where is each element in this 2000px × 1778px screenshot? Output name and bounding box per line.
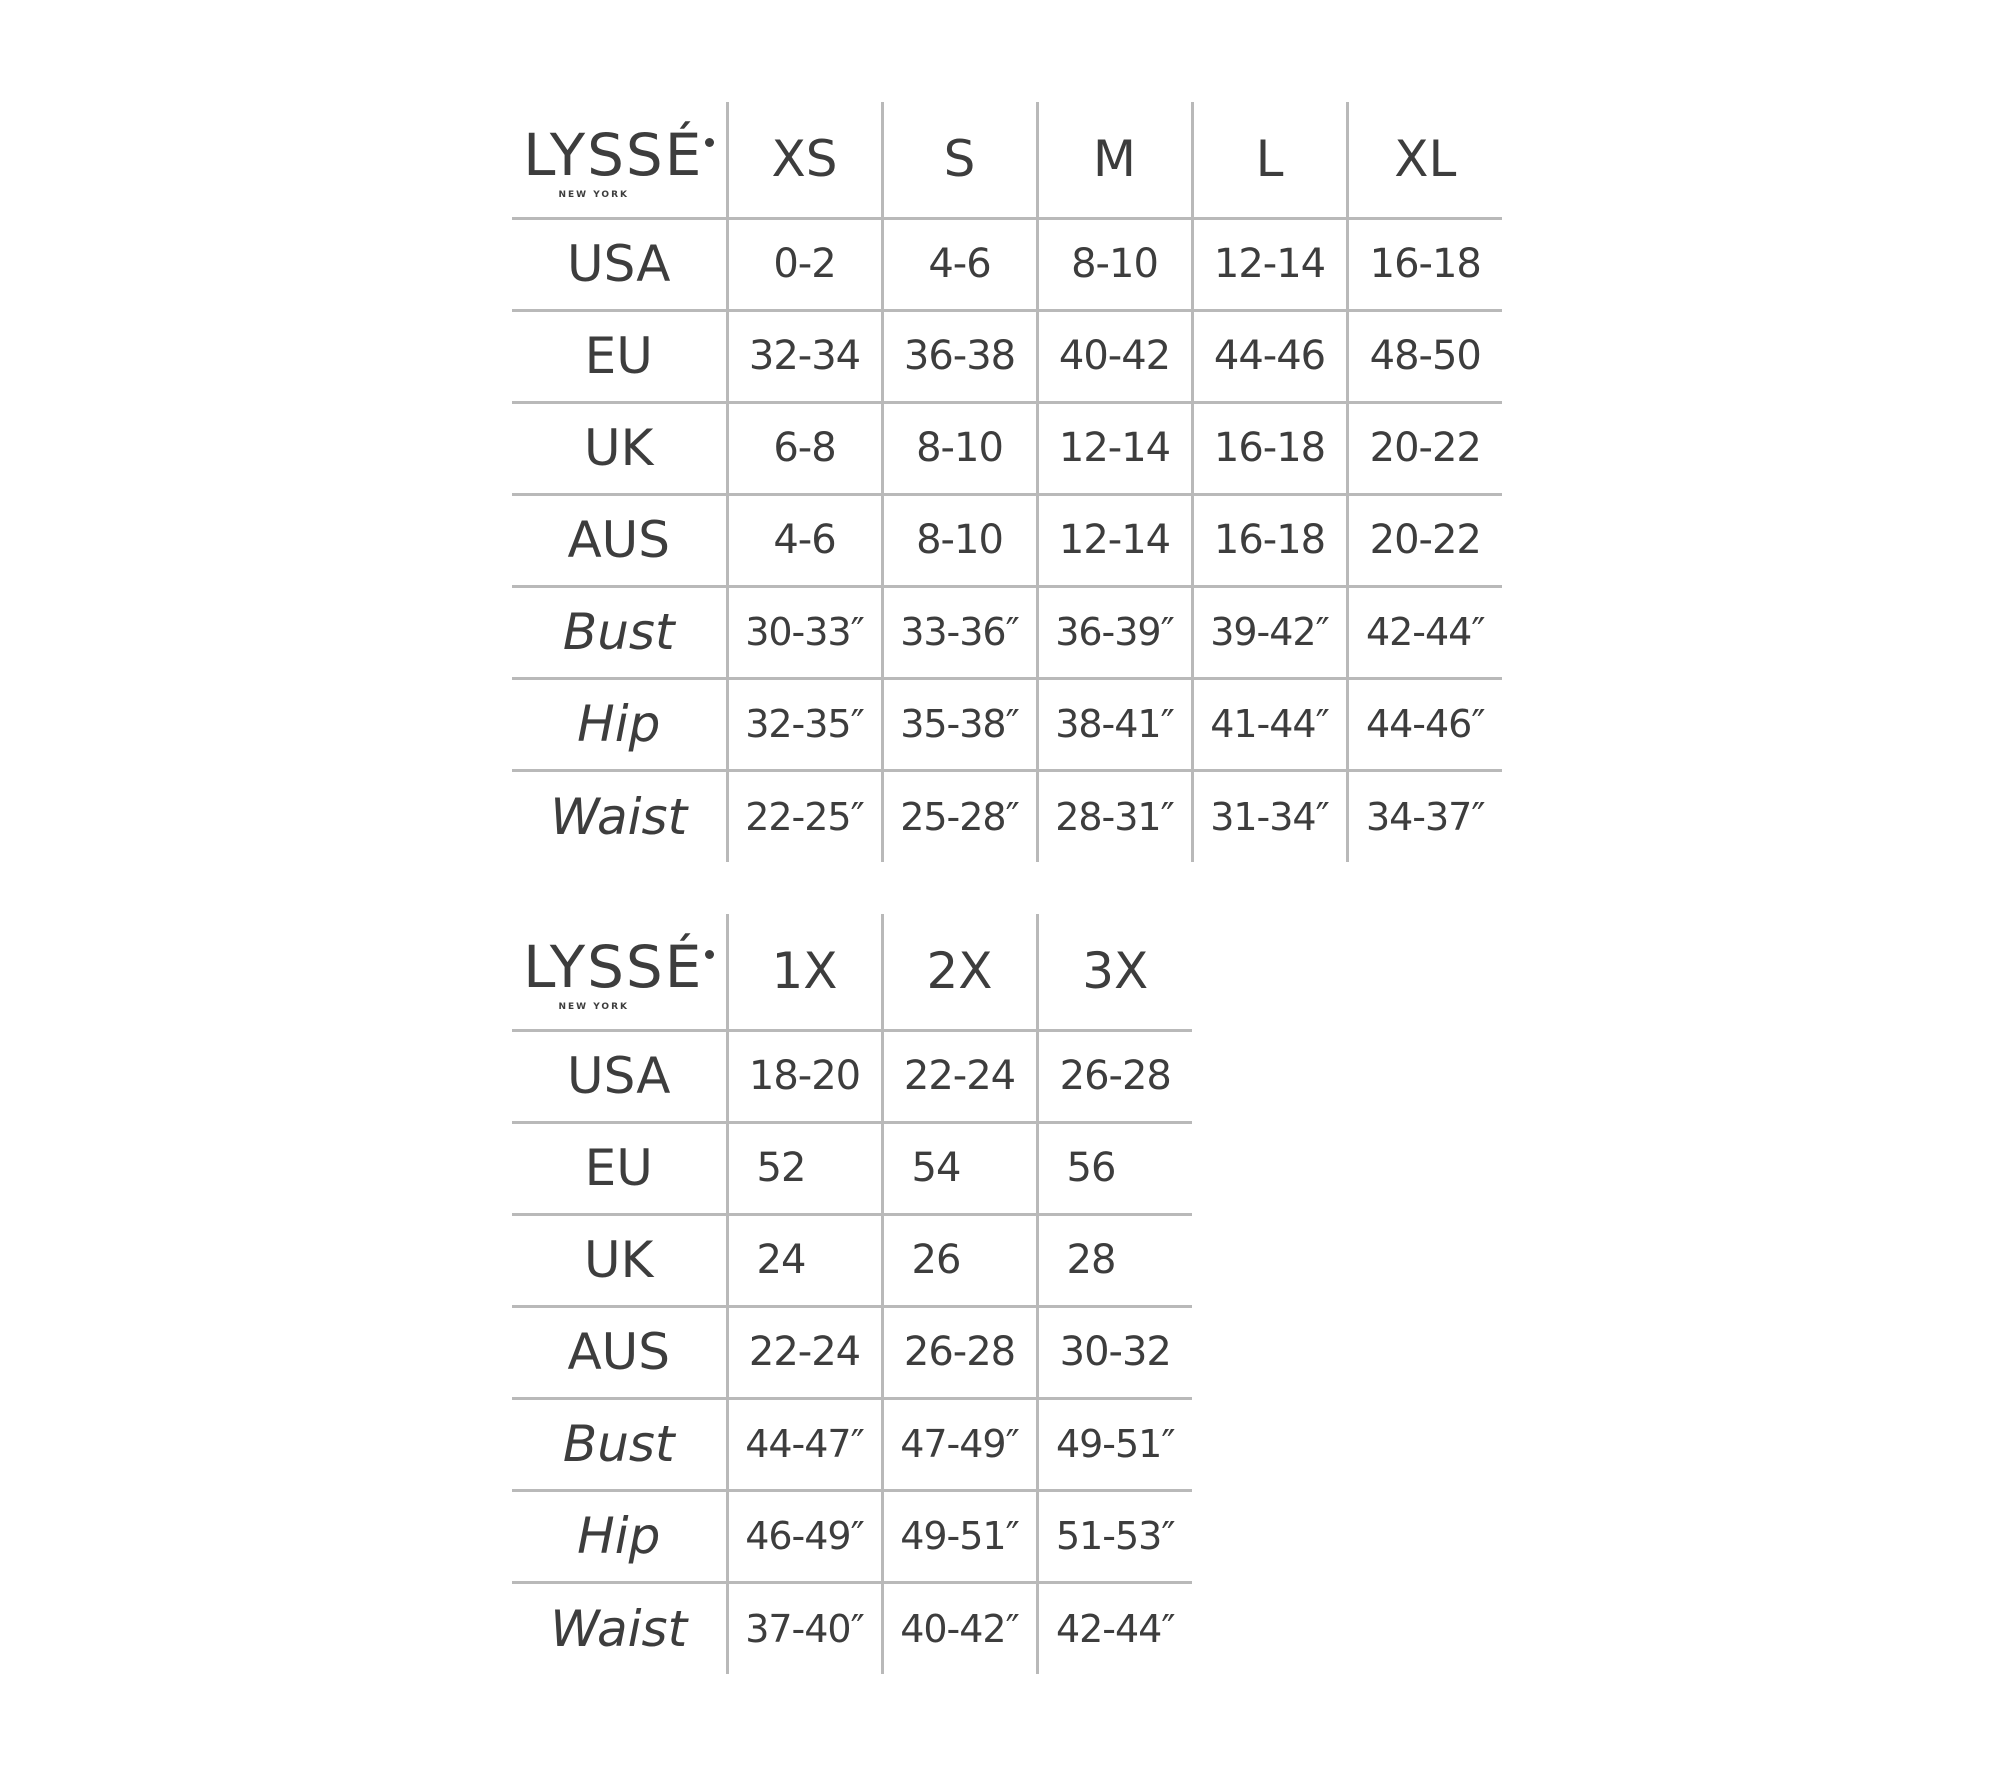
table-cell: 34-37″: [1347, 770, 1502, 862]
table-cell: 0-2: [727, 218, 882, 310]
table-cell: 56: [1037, 1122, 1192, 1214]
table-row: [512, 1398, 1192, 1490]
table-cell: 8-10: [882, 402, 1037, 494]
table-cell: 32-35″: [727, 678, 882, 770]
size-header-l: L: [1192, 102, 1347, 218]
table-cell: 22-25″: [727, 770, 882, 862]
table-cell: 12-14: [1037, 402, 1192, 494]
row-label-bust: Bust: [512, 586, 727, 678]
table-cell: 28: [1037, 1214, 1192, 1306]
table-cell: 39-42″: [1192, 586, 1347, 678]
size-header-1x: 1X: [727, 914, 882, 1030]
table-cell: 33-36″: [882, 586, 1037, 678]
table-cell: 26: [882, 1214, 1037, 1306]
table-cell: 26-28: [1037, 1030, 1192, 1122]
table-row: [512, 494, 1502, 586]
table-cell: 24: [727, 1214, 882, 1306]
table-cell: 49-51″: [882, 1490, 1037, 1582]
table-cell: 46-49″: [727, 1490, 882, 1582]
table-cell: 16-18: [1192, 402, 1347, 494]
table-cell: 48-50: [1347, 310, 1502, 402]
row-label-usa: USA: [512, 218, 727, 310]
table-cell: 12-14: [1037, 494, 1192, 586]
table-cell: 12-14: [1192, 218, 1347, 310]
table-cell: 52: [727, 1122, 882, 1214]
table-row: [512, 770, 1502, 862]
table-cell: 30-32: [1037, 1306, 1192, 1398]
row-label-uk: UK: [512, 402, 727, 494]
table-cell: 44-47″: [727, 1398, 882, 1490]
table-cell: 32-34: [727, 310, 882, 402]
table-cell: 37-40″: [727, 1582, 882, 1674]
size-chart-plus: [512, 914, 1192, 1674]
size-header-xl: XL: [1347, 102, 1502, 218]
size-header-xs: XS: [727, 102, 882, 218]
table-row: [512, 1214, 1192, 1306]
table-cell: 40-42″: [882, 1582, 1037, 1674]
row-label-waist: Waist: [512, 1582, 727, 1674]
row-label-eu: EU: [512, 1122, 727, 1214]
table-row: [512, 1122, 1192, 1214]
table-cell: 20-22: [1347, 402, 1502, 494]
table-cell: 18-20: [727, 1030, 882, 1122]
logo-dot-icon: [705, 950, 714, 959]
table-cell: 38-41″: [1037, 678, 1192, 770]
row-label-usa: USA: [512, 1030, 727, 1122]
table-row: [512, 1490, 1192, 1582]
table-cell: 8-10: [1037, 218, 1192, 310]
brand-logo: [512, 102, 727, 218]
table-row: [512, 1306, 1192, 1398]
table-cell: 41-44″: [1192, 678, 1347, 770]
table-cell: 47-49″: [882, 1398, 1037, 1490]
row-label-aus: AUS: [512, 494, 727, 586]
table-cell: 8-10: [882, 494, 1037, 586]
size-header-row: [512, 102, 1502, 218]
table-cell: 36-38: [882, 310, 1037, 402]
table-cell: 16-18: [1192, 494, 1347, 586]
row-label-hip: Hip: [512, 1490, 727, 1582]
table-cell: 28-31″: [1037, 770, 1192, 862]
table-cell: 25-28″: [882, 770, 1037, 862]
row-label-waist: Waist: [512, 770, 727, 862]
size-header-m: M: [1037, 102, 1192, 218]
brand-logo: [512, 914, 727, 1030]
table-row: [512, 402, 1502, 494]
table-cell: 31-34″: [1192, 770, 1347, 862]
table-cell: 42-44″: [1347, 586, 1502, 678]
table-cell: 42-44″: [1037, 1582, 1192, 1674]
table-cell: 16-18: [1347, 218, 1502, 310]
table-cell: 30-33″: [727, 586, 882, 678]
brand-name: LYSSÉ: [523, 933, 704, 1002]
brand-name: LYSSÉ: [523, 121, 704, 190]
table-cell: 44-46: [1192, 310, 1347, 402]
table-cell: 20-22: [1347, 494, 1502, 586]
size-chart-standard: [512, 102, 1502, 862]
logo-dot-icon: [705, 138, 714, 147]
brand-subtitle: NEW YORK: [558, 190, 629, 201]
table-row: [512, 218, 1502, 310]
size-header-2x: 2X: [882, 914, 1037, 1030]
table-cell: 54: [882, 1122, 1037, 1214]
row-label-bust: Bust: [512, 1398, 727, 1490]
table-row: [512, 1030, 1192, 1122]
brand-subtitle: NEW YORK: [558, 1002, 629, 1013]
table-cell: 26-28: [882, 1306, 1037, 1398]
size-header-s: S: [882, 102, 1037, 218]
table-cell: 44-46″: [1347, 678, 1502, 770]
table-row: [512, 678, 1502, 770]
table-cell: 6-8: [727, 402, 882, 494]
row-label-aus: AUS: [512, 1306, 727, 1398]
table-cell: 22-24: [882, 1030, 1037, 1122]
table-cell: 22-24: [727, 1306, 882, 1398]
table-cell: 4-6: [882, 218, 1037, 310]
row-label-eu: EU: [512, 310, 727, 402]
table-row: [512, 1582, 1192, 1674]
size-header-row: [512, 914, 1192, 1030]
table-cell: 40-42: [1037, 310, 1192, 402]
table-cell: 51-53″: [1037, 1490, 1192, 1582]
row-label-uk: UK: [512, 1214, 727, 1306]
row-label-hip: Hip: [512, 678, 727, 770]
table-cell: 36-39″: [1037, 586, 1192, 678]
table-cell: 4-6: [727, 494, 882, 586]
table-cell: 49-51″: [1037, 1398, 1192, 1490]
size-header-3x: 3X: [1037, 914, 1192, 1030]
table-row: [512, 586, 1502, 678]
table-row: [512, 310, 1502, 402]
table-cell: 35-38″: [882, 678, 1037, 770]
